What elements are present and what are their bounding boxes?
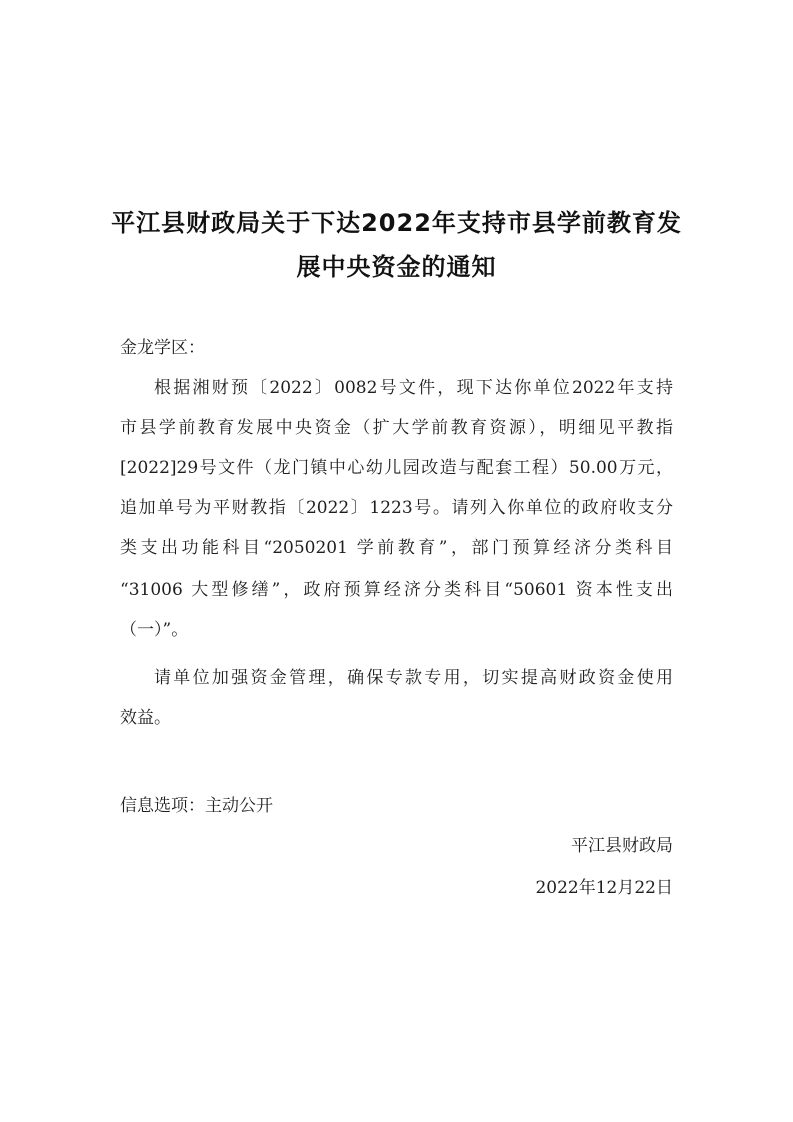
body-paragraph-1-line-2: 市县学前教育发展中央资金（扩大学前教育资源），明细见平教指 xyxy=(120,418,673,438)
addressee: 金龙学区： xyxy=(120,338,205,358)
body-paragraph-1-line-3: [2022]29号文件（龙门镇中心幼儿园改造与配套工程）50.00万元， xyxy=(120,458,673,478)
body-paragraph-1-line-6: “31006 大型修缮”，政府预算经济分类科目“50601 资本性支出 xyxy=(120,580,673,600)
body-paragraph-1-line-7: （一）”。 xyxy=(120,620,189,640)
body-paragraph-1-line-5: 类支出功能科目“2050201 学前教育”，部门预算经济分类科目 xyxy=(120,538,673,558)
document-title-line-1: 平江县财政局关于下达2022年支持市县学前教育发 xyxy=(111,209,682,237)
issue-date: 2022年12月22日 xyxy=(535,878,673,898)
body-paragraph-2-line-2: 效益。 xyxy=(120,708,171,728)
body-paragraph-2-line-1: 请单位加强资金管理，确保专款专用，切实提高财政资金使用 xyxy=(154,668,673,688)
body-paragraph-1-line-4: 追加单号为平财教指〔2022〕1223号。请列入你单位的政府收支分 xyxy=(120,498,673,518)
document-title-line-2: 展中央资金的通知 xyxy=(296,253,497,281)
body-paragraph-1-line-1: 根据湘财预〔2022〕0082号文件，现下达你单位2022年支持 xyxy=(154,378,673,398)
disclosure-option: 信息选项：主动公开 xyxy=(120,796,273,816)
issuer-signature: 平江县财政局 xyxy=(571,836,673,856)
